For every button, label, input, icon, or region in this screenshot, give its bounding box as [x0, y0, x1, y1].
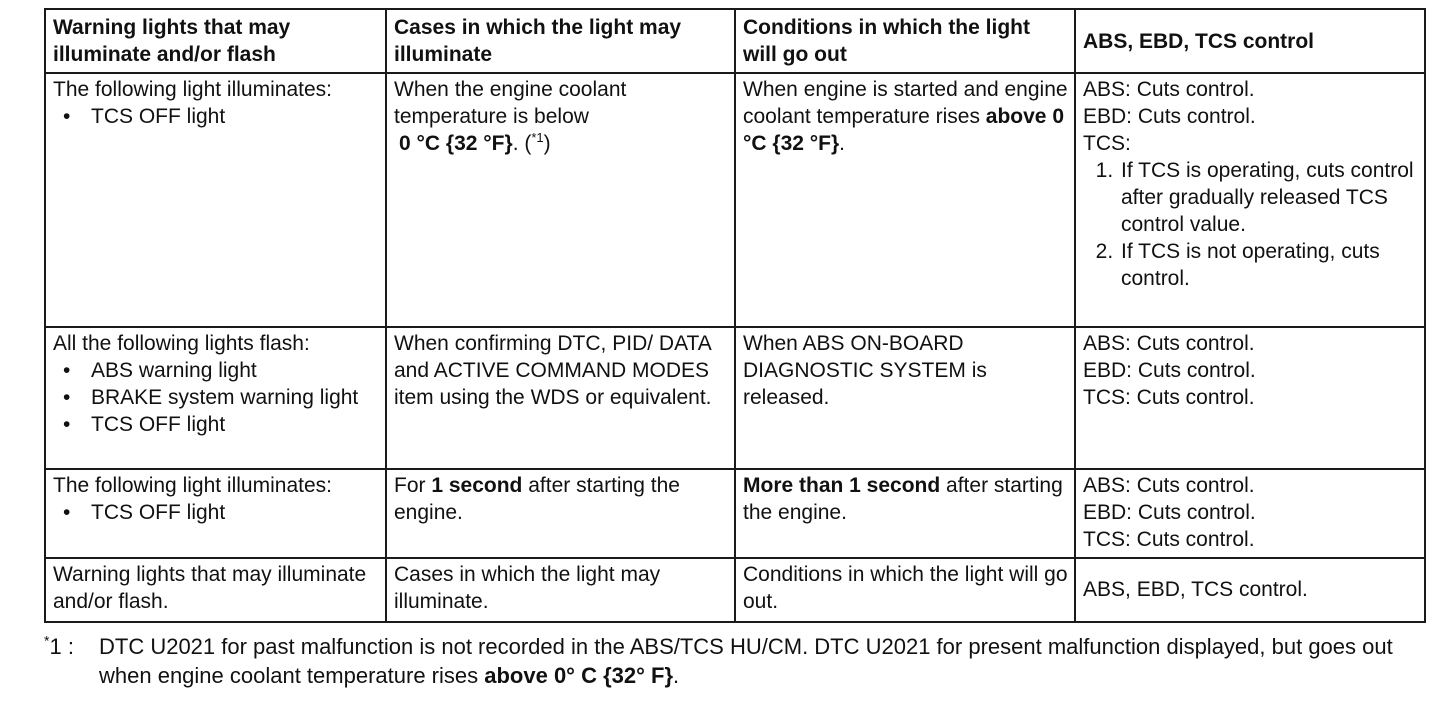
lights-list	[53, 357, 379, 438]
control-line-abs: ABS: Cuts control.	[1083, 332, 1255, 355]
case-cell	[386, 327, 735, 469]
footnote-asterisk: *	[44, 632, 50, 649]
condition-cell	[735, 73, 1075, 327]
case-text: When confirming DTC, PID/ DATA and ACTIVE COMMAND MODES item using the WDS or equivalent.	[394, 332, 712, 409]
tcs-steps-list	[1083, 157, 1418, 292]
lights-intro: The following light illuminates:	[53, 474, 332, 497]
lights-list	[53, 499, 379, 526]
header-control: ABS, EBD, TCS control	[1075, 9, 1425, 73]
table-row	[45, 558, 1425, 622]
condition-cell	[735, 469, 1075, 558]
warning-lights-table	[44, 8, 1426, 623]
footnote	[44, 632, 1434, 690]
lights-list	[53, 103, 379, 130]
tcs-step: 2. If TCS is not operating, cuts control.	[1119, 238, 1418, 292]
case-note-mark: *1	[531, 130, 544, 145]
case-bold: 1 second	[431, 474, 523, 497]
lights-cell	[45, 327, 386, 469]
light-item: • BRAKE system warning light	[53, 384, 379, 411]
header-conditions: Conditions in which the light will go out	[735, 9, 1075, 73]
condition-cell: Conditions in which the light will go out.	[735, 558, 1075, 622]
control-cell	[1075, 469, 1425, 558]
footnote-row	[44, 632, 1434, 690]
table-header-row	[45, 9, 1425, 73]
lights-cell	[45, 469, 386, 558]
control-line-tcs: TCS:	[1083, 132, 1131, 155]
case-text: after starting the engine.	[394, 474, 680, 524]
condition-text: after starting the engine.	[743, 474, 1063, 524]
control-line-ebd: EBD: Cuts control.	[1083, 359, 1256, 382]
footnote-text: DTC U2021 for past malfunction is not recorded in the ABS/TCS HU/CM. DTC U2021 for present malfunction displayed, but goes out when engine coolant temperature rises	[99, 634, 1393, 688]
lights-intro: The following light illuminates:	[53, 78, 332, 101]
lights-intro: All the following lights flash:	[53, 332, 310, 355]
case-text: When the engine coolant temperature is below	[394, 78, 627, 128]
control-cell	[1075, 73, 1425, 327]
condition-suffix: .	[839, 132, 846, 155]
header-warning-lights: Warning lights that may illuminate and/or flash	[45, 9, 386, 73]
case-temp-bold: 0 °C {32 °F}	[399, 132, 513, 155]
case-suffix: . (	[512, 132, 532, 155]
light-item: • TCS OFF light	[53, 411, 379, 438]
footnote-separator: :	[67, 634, 74, 659]
case-cell	[386, 73, 735, 327]
condition-text: When engine is started and engine coolant temperature rises	[743, 78, 1068, 128]
light-item: • TCS OFF light	[53, 499, 379, 526]
condition-bold: above 0 °C {32 °F}	[743, 105, 1065, 155]
table-row	[45, 469, 1425, 558]
footnote-body	[99, 632, 1434, 690]
lights-cell: Warning lights that may illuminate and/or flash.	[45, 558, 386, 622]
footnote-number: 1	[49, 634, 62, 659]
header-cases: Cases in which the light may illuminate	[386, 9, 735, 73]
table-row	[45, 73, 1425, 327]
condition-cell	[735, 327, 1075, 469]
footnote-mark	[44, 632, 99, 690]
control-cell	[1075, 327, 1425, 469]
control-line-abs: ABS: Cuts control.	[1083, 474, 1255, 497]
case-temp-line	[394, 130, 728, 157]
table-row	[45, 327, 1425, 469]
case-cell	[386, 469, 735, 558]
case-cell: Cases in which the light may illuminate.	[386, 558, 735, 622]
case-close: )	[543, 132, 551, 155]
condition-text: When ABS ON-BOARD DIAGNOSTIC SYSTEM is released.	[743, 332, 987, 409]
control-line-ebd: EBD: Cuts control.	[1083, 501, 1256, 524]
condition-bold: More than 1 second	[743, 474, 941, 497]
control-line-ebd: EBD: Cuts control.	[1083, 105, 1256, 128]
lights-cell	[45, 73, 386, 327]
control-line-tcs: TCS: Cuts control.	[1083, 386, 1255, 409]
tcs-step: 1. If TCS is operating, cuts control after gradually released TCS control value.	[1119, 157, 1418, 238]
control-line-abs: ABS: Cuts control.	[1083, 78, 1255, 101]
control-line-tcs: TCS: Cuts control.	[1083, 528, 1255, 551]
light-item: • ABS warning light	[53, 357, 379, 384]
light-item: • TCS OFF light	[53, 103, 379, 130]
footnote-end: .	[673, 663, 680, 688]
case-prefix: For	[394, 474, 426, 497]
footnote-bold: above 0° C {32° F}	[484, 663, 674, 688]
control-cell: ABS, EBD, TCS control.	[1075, 558, 1425, 622]
